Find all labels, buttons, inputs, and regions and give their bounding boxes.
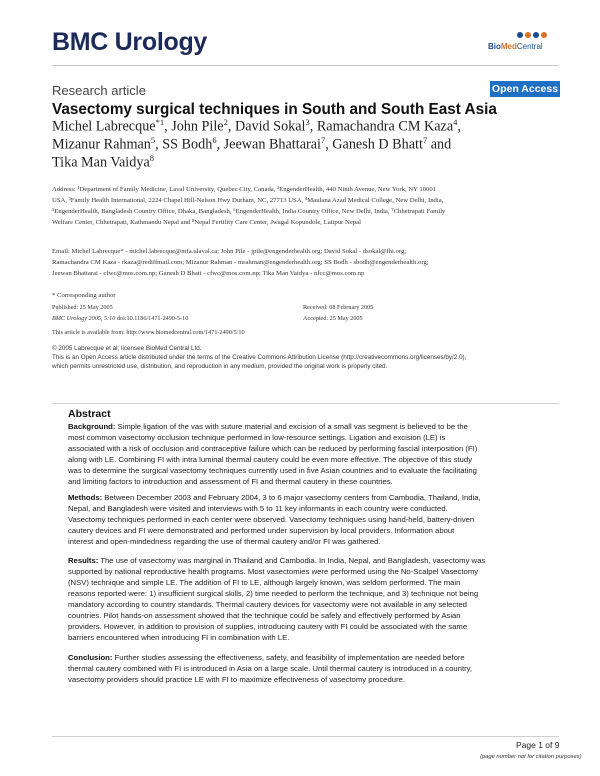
logo-dots-icon: [516, 30, 556, 40]
abstract-text: most common vasectomy occlusion technique performed in low-resource settings. Ligation and excision (LE) is: [68, 433, 446, 442]
logo-med: Med: [500, 42, 517, 51]
abstract-paragraph: [68, 421, 542, 487]
abstract-text: supported by national reproductive health programs. Most vasectomies were performed using the No-Scalpel Vasectomy: [68, 567, 479, 576]
abstract-paragraph: [68, 492, 542, 547]
abstract-line: [68, 443, 542, 454]
affiliation-line: Address: ¹Department of Family Medicine, Laval University, Quebec City, Canada, ²EngenderHealth, 440 Ninth Avenue, New York, NY 10001: [52, 186, 437, 193]
affiliation-line: ⁵EngenderHealth, Bangladesh Country Office, Dhaka, Bangladesh, ⁶EngenderHealth, India Country Office, New Delhi, India, ⁷Chhetrapati Family: [52, 208, 446, 215]
citation: BMC Urology 2005, 5:10: [52, 315, 116, 322]
author-affiliation-mark: *1: [155, 117, 165, 127]
page-note: (page number not for citation purposes): [480, 754, 582, 760]
author-separator: ,: [155, 136, 163, 153]
email-line: Jeewan Bhattarai - cfwc@mos.com.np; Ganesh D Bhatt - cfwc@mos.com.np; Tika Man Vaidya - nfcc@mos.com.np: [52, 270, 365, 277]
doi: doi:10.1186/1471-2490-5-10: [116, 315, 189, 322]
abstract-line: [68, 492, 542, 503]
abstract-text: countries. Pilot hands-on assessment showed that the technique could be safely and effectively performed by Asian: [68, 611, 461, 620]
abstract-label: Background:: [68, 422, 116, 431]
journal-title: BMC Urology: [52, 28, 208, 56]
author-separator: ,: [216, 136, 224, 153]
abstract-text: (NSV) technique and simple LE. The addition of FI to LE, although largely known, was seldom performed. The main: [68, 578, 461, 587]
abstract-line: [68, 577, 542, 588]
abstract-label: Conclusion:: [68, 653, 113, 662]
author-separator: ,: [164, 118, 172, 135]
corresponding-note: * Corresponding author: [52, 292, 116, 299]
author-affiliation-mark: 2: [223, 117, 228, 127]
biomed-central-logo: [488, 30, 558, 54]
abstract-text: Simple ligation of the vas with suture material and excision of a small vas segment is believed to be the: [115, 422, 468, 431]
article-url[interactable]: This article is available from: http://www.biomedcentral.com/1471-2490/5/10: [52, 329, 245, 336]
abstract-line: [68, 621, 542, 632]
affiliation-line: USA, ³Family Health International, 2224 Chapel Hill-Nelson Hwy Durham, NC, 27713 USA, ⁴Maulana Azad Medical College, New Delhi, India,: [52, 197, 444, 204]
author-affiliation-mark: 3: [305, 117, 310, 127]
abstract-line: [68, 663, 542, 674]
abstract-label: Methods:: [68, 493, 103, 502]
author-name: SS Bodh: [162, 136, 213, 153]
author-affiliation-mark: 4: [453, 117, 458, 127]
abstract-text: cautery devices and FI were demonstrated and performed under supervision by local providers. Information about: [68, 526, 455, 535]
abstract-line: [68, 432, 542, 443]
author-name: David Sokal: [234, 118, 306, 135]
author-separator: ,: [227, 118, 235, 135]
published-date: Published: 25 May 2005: [52, 304, 113, 311]
article-section: Research article: [52, 83, 146, 98]
abstract-paragraph: [68, 555, 542, 643]
abstract-text: vasectomy providers should practice LE with FI to maximize effectiveness of vasectomy procedure.: [68, 675, 405, 684]
abstract-line: [68, 454, 542, 465]
abstract-text: and limiting factors to introduction and assessment of FI and thermal cautery in these countries.: [68, 477, 393, 486]
article-title: Vasectomy surgical techniques in South and South East Asia: [52, 101, 497, 118]
email-line: Ramachandra CM Kaza - rkaza@rediffmail.com; Mizanur Rahman - mrahman@engenderhealth.org; SS Bodh - sbodh@engenderhealth.org;: [52, 259, 429, 266]
abstract-text: associated with a risk of occlusion and contraceptive failure which can be reduced by performing fascial interposition (FI): [68, 444, 478, 453]
abstract-text: was to determine the surgical vasectomy techniques currently used in five Asian countries and to evaluate the facilitating: [68, 466, 477, 475]
author-line: [52, 117, 461, 136]
email-line: Email: Michel Labrecque* - michel.labrecque@mfa.ulaval.ca; John Pile - jpile@engenderhealth.org; David Sokal - dsokal@fhi.org;: [52, 248, 407, 255]
abstract-text: The use of vasectomy was marginal in Thailand and Cambodia. In India, Nepal, and Bangladesh, vasectomy was: [98, 556, 486, 565]
abstract-line: [68, 588, 542, 599]
author-line: [52, 153, 154, 172]
abstract-text: Further studies assessing the effectiveness, safety, and feasibility of implementation are needed before: [112, 653, 465, 662]
abstract-line: [68, 476, 542, 487]
author-affiliation-mark: 7: [422, 135, 428, 145]
abstract-text: along with LE. Combining FI with intra luminal thermal cautery could be even more effective. The objective of this study: [68, 455, 472, 464]
footer-divider: [52, 736, 559, 737]
author-name: Jeewan Bhattarai: [223, 136, 321, 153]
author-separator: and: [427, 136, 452, 153]
abstract-line: [68, 632, 542, 643]
open-access-badge: Open Access: [491, 83, 559, 95]
author-name: Mizanur Rahman: [52, 136, 151, 153]
author-name: John Pile: [171, 118, 224, 135]
abstract-text: Vasectomy techniques performed in each center were observed. Vasectomy techniques using hand-held, battery-driven: [68, 515, 475, 524]
abstract-line: [68, 536, 542, 547]
author-line: [52, 135, 451, 154]
abstract-heading: Abstract: [68, 408, 111, 420]
abstract-paragraph: [68, 652, 542, 685]
author-separator: ,: [457, 118, 461, 135]
author-name: Michel Labrecque: [52, 118, 156, 135]
abstract-line: [68, 514, 542, 525]
abstract-text: Nepal, and Bangladesh were visited and interviews with 5 to 11 key informants in each country were conducted.: [68, 504, 448, 513]
abstract-text: interest and open-mindedness regarding the use of thermal cautery and/or FI was gathered.: [68, 537, 381, 546]
abstract-text: reasons reported were: 1) insufficient surgical skills, 2) time needed to perform the technique, and 3) technique not being: [68, 589, 479, 598]
received-date: Received: 08 February 2005: [303, 304, 374, 311]
license-line-1: This is an Open Access article distributed under the terms of the Creative Commons Attribution License (http://creativecommons.org/licenses/by/2.0),: [52, 354, 467, 361]
author-name: Ramachandra CM Kaza: [316, 118, 454, 135]
author-affiliation-mark: 6: [212, 135, 217, 145]
license-line-2: which permits unrestricted use, distribution, and reproduction in any medium, provided the original work is properly cited.: [52, 363, 388, 370]
abstract-line: [68, 674, 542, 685]
header-divider: [52, 65, 559, 66]
abstract-line: [68, 503, 542, 514]
logo-bio: Bio: [488, 42, 501, 51]
abstract-line: [68, 599, 542, 610]
abstract-line: [68, 555, 542, 566]
logo-central: Central: [516, 42, 543, 51]
author-name: Ganesh D Bhatt: [332, 136, 423, 153]
abstract-line: [68, 610, 542, 621]
abstract-text: Between December 2003 and February 2004, 3 to 6 major vasectomy centers from Cambodia, Thailand, India,: [102, 493, 481, 502]
abstract-line: [68, 566, 542, 577]
page-number: Page 1 of 9: [516, 740, 560, 750]
abstract-text: barriers encountered when introducing FI in combination with LE.: [68, 633, 290, 642]
author-separator: ,: [309, 118, 317, 135]
abstract-line: [68, 465, 542, 476]
abstract-line: [68, 525, 542, 536]
copyright: © 2005 Labrecque et al; licensee BioMed Central Ltd.: [52, 345, 202, 352]
author-separator: ,: [325, 136, 333, 153]
abstract-label: Results:: [68, 556, 99, 565]
abstract-text: thermal cautery combined with FI is introduced in Asia on a large scale. Until thermal cautery is introduced in a country,: [68, 664, 473, 673]
abstract-text: mandatory according to country standards. Thermal cautery devices for vasectomy were not available in any selected: [68, 600, 467, 609]
abstract-line: [68, 652, 542, 663]
author-name: Tika Man Vaidya: [52, 154, 150, 171]
affiliation-line: Welfare Center, Chhetrapati, Kathmandu Nepal and ⁸Nepal Fertility Care Center, Jwagal Kopundole, Laitpur Nepal: [52, 219, 361, 226]
author-affiliation-mark: 7: [320, 135, 326, 145]
author-affiliation-mark: 8: [149, 153, 154, 163]
accepted-date: Accepted: 25 May 2005: [303, 315, 363, 322]
abstract-text: providers. However, in addition to provision of supplies, introducing cautery with FI could be associated with the same: [68, 622, 468, 631]
abstract-line: [68, 421, 542, 432]
author-affiliation-mark: 5: [150, 135, 156, 145]
